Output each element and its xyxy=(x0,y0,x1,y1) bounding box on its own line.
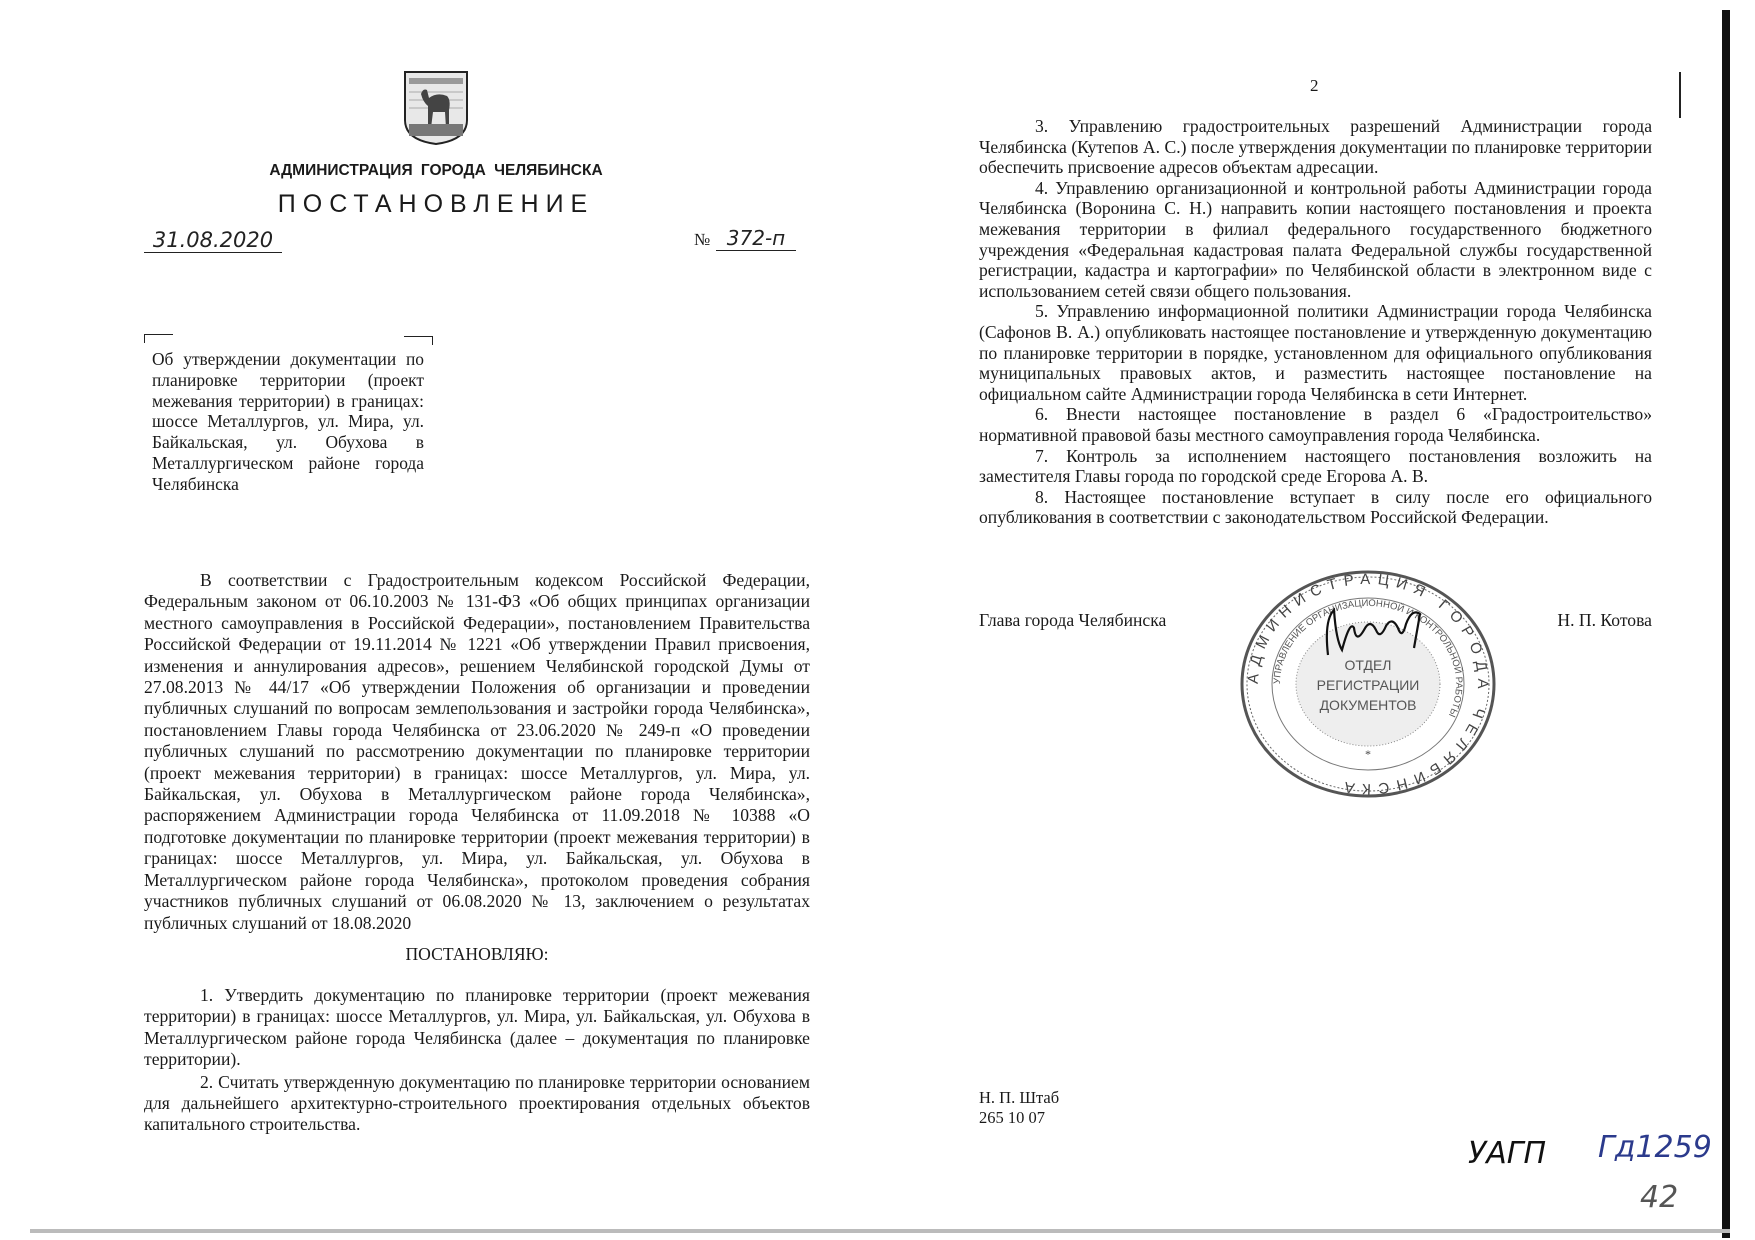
signatory-position: Глава города Челябинска xyxy=(979,610,1167,630)
items-right xyxy=(979,116,1652,528)
stamp-center-line2: РЕГИСТРАЦИИ xyxy=(1316,677,1420,693)
preamble-paragraph: В соответствии с Градостроительным кодексом Российской Федерации, Федеральным законом от 06.10.2003 № 131-ФЗ «Об общих принципах организации местного самоуправления в Российской Федерации», постановлением Правительства Российской Федерации от 19.11.2014 № 1221 «Об утверждении Правил присвоения, изменения и аннулирования адресов», решением Челябинской городской Думы от 27.08.2013 № 44/17 «Об утверждении Положения об организации и проведении публичных слушаний по вопросам землепользования и застройки города Челябинска», постановлением Главы города Челябинска от 23.06.2020 № 249-п «О проведении публичных слушаний по рассмотрению документации по планировке территории (проект межевания территории) в границах: шоссе Металлургов, ул. Мира, ул. Байкальская, ул. Обухова в Металлургическом районе города Челябинска», распоряжением Администрации города Челябинска от 11.09.2018 № 10388 «О подготовке документации по планировке территории (проект межевания территории) в границах: шоссе Металлургов, ул. Мира, ул. Байкальская, ул. Обухова в Металлургическом районе города Челябинска», протоколом проведения собрания участников публичных слушаний от 06.08.2020 № 13, заключением о результатах публичных слушаний от 18.08.2020 xyxy=(144,570,810,933)
handwritten-reg-number: Гд1259 xyxy=(1598,1130,1712,1165)
stamp-center-line1: ОТДЕЛ xyxy=(1344,657,1392,673)
title-corner-left xyxy=(144,334,173,343)
scan-bottom-edge xyxy=(30,1229,1730,1233)
number-handwritten: 372-п xyxy=(726,226,786,250)
stamp-inner-text: УПРАВЛЕНИЕ ОРГАНИЗАЦИОННОЙ И КОНТРОЛЬНОЙ РАБОТЫ xyxy=(1271,597,1465,719)
executor-name: Н. П. Штаб xyxy=(979,1088,1060,1107)
stamp-center-line3: ДОКУМЕНТОВ xyxy=(1319,697,1417,713)
number-field xyxy=(716,226,796,251)
organization-name: АДМИНИСТРАЦИЯ ГОРОДА ЧЕЛЯБИНСКА xyxy=(269,162,603,179)
handwritten-dept-note: УАГП xyxy=(1468,1136,1547,1171)
list-item: 4. Управлению организационной и контрольной работы Администрации города Челябинска (Воронина С. Н.) направить копии настоящего постановления и проекта межевания территории в филиал федерального государственного бюджетного учреждения «Федеральная кадастровая палата Федеральной службы государственной регистрации, кадастра и картографии» по Челябинской области в электронном виде с использованием сетей связи общего пользования. xyxy=(979,177,1652,301)
handwritten-sheet-number: 42 xyxy=(1640,1180,1679,1215)
executor-phone: 265 10 07 xyxy=(979,1108,1045,1127)
list-item: 7. Контроль за исполнением настоящего постановления возложить на заместителя Главы города по городской среде Егорова А. В. xyxy=(979,445,1652,487)
list-item: 5. Управлению информационной политики Администрации города Челябинска (Сафонов В. А.) опубликовать настоящее постановление и утвержденную документацию по планировке территории в порядке, установленном для официального опубликования муниципальных правовых актов, и разместить настоящее постановление на официальном сайте Администрации города Челябинска в сети Интернет. xyxy=(979,301,1652,404)
scan-right-edge xyxy=(1722,10,1730,1238)
title-corner-right xyxy=(404,336,433,345)
resolve-heading: ПОСТАНОВЛЯЮ: xyxy=(405,944,549,964)
items-left xyxy=(144,985,810,1136)
date-field xyxy=(144,228,282,253)
document-title: Об утверждении документации по планировке территории (проект межевания территории) в границах: шоссе Металлургов, ул. Мира, ул. Байкальская, ул. Обухова в Металлургическом районе города Челябинска xyxy=(152,349,424,494)
list-item: 6. Внести настоящее постановление в раздел 6 «Градостроительство» нормативной правовой базы местного самоуправления города Челябинска. xyxy=(979,404,1652,445)
scan-mark xyxy=(1679,72,1681,118)
signature-handwritten xyxy=(1320,600,1430,670)
svg-text:*: * xyxy=(1365,747,1371,761)
page-number: 2 xyxy=(1310,76,1319,95)
city-emblem xyxy=(403,70,469,146)
list-item: 2. Считать утвержденную документацию по планировке территории основанием для дальнейшего архитектурно-строительного проектирования отдельных объектов капитального строительства. xyxy=(144,1071,810,1135)
number-prefix: № xyxy=(694,230,711,249)
list-item: 1. Утвердить документацию по планировке территории (проект межевания территории) в границах: шоссе Металлургов, ул. Мира, ул. Байкальская, ул. Обухова в Металлургическом районе города Челябинска (далее – документация по планировке территории). xyxy=(144,985,810,1070)
list-item: 3. Управлению градостроительных разрешений Администрации города Челябинска (Кутепов А. С.) после утверждения документации по планировке территории обеспечить присвоение адресов объектам адресации. xyxy=(979,116,1652,178)
signatory-name: Н. П. Котова xyxy=(1557,610,1652,630)
list-item: 8. Настоящее постановление вступает в силу после его официального опубликования в соответствии с законодательством Российской Федерации. xyxy=(979,486,1652,528)
executor-block xyxy=(979,1088,1059,1128)
document-type: ПОСТАНОВЛЕНИЕ xyxy=(277,190,595,218)
date-handwritten: 31.08.2020 xyxy=(152,228,274,252)
stamp-outer-text: АДМИНИСТРАЦИЯ ГОРОДА ЧЕЛЯБИНСКА xyxy=(1244,570,1492,798)
